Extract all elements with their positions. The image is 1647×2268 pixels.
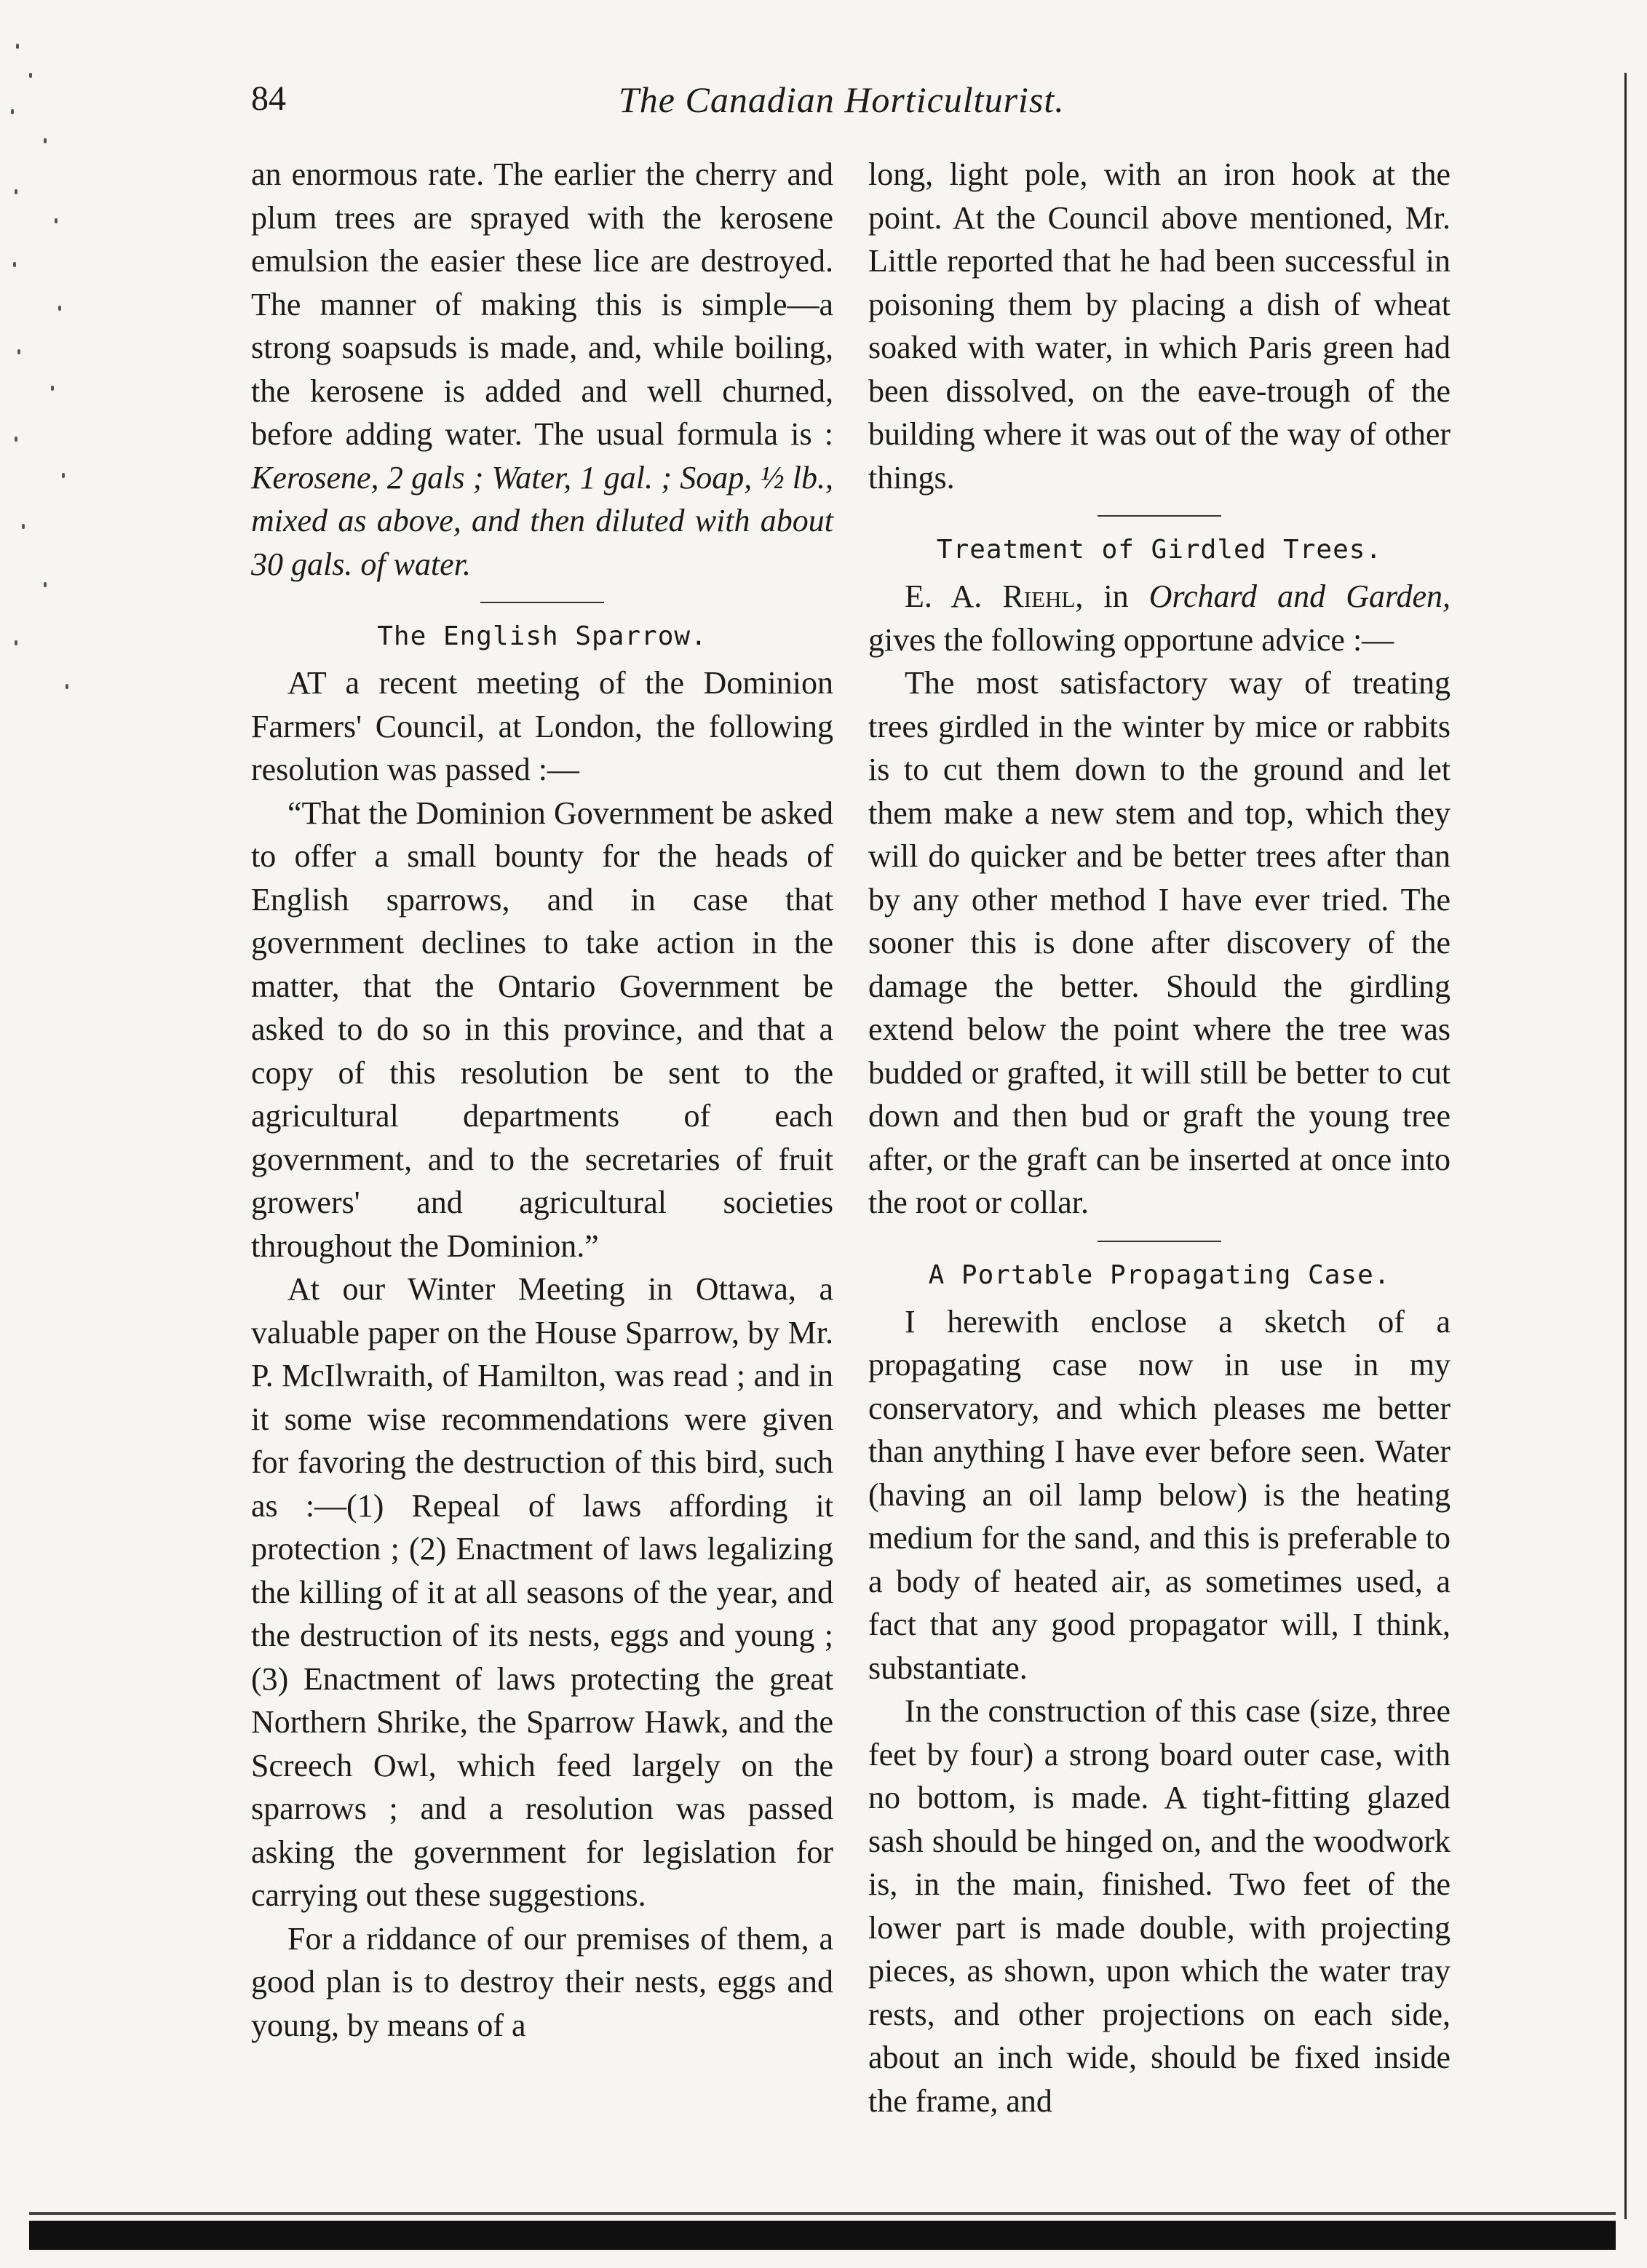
intro-text: gives the following opportune advice :— (868, 621, 1394, 658)
paragraph (868, 575, 1450, 661)
paragraph (251, 153, 833, 586)
bottom-rule-thin (29, 2212, 1616, 2215)
paragraph: I herewith enclose a sketch of a propagating case now in use in my conservatory, and which pleases me better than anything I have ever before seen. Water (having an oil lamp below) is the heating medium for the sand, and this is preferable to a body of heated air, as sometimes used, a fact that any good propagator will, I think, substantiate. (868, 1303, 1450, 1686)
section-title-propagating-case: A Portable Propagating Case. (928, 1260, 1391, 1290)
section-divider (1098, 1241, 1221, 1242)
section-divider (480, 602, 604, 603)
source-prefix: , in (1075, 578, 1149, 614)
page-number: 84 (251, 79, 286, 118)
paragraph: At our Winter Meeting in Ottawa, a valuable paper on the House Sparrow, by Mr. P. McIlwraith, of Hamilton, was read ; and in it some wise recommendations were given for favoring the destruction of this bird, such as :—(1) Repeal of laws affording it protection ; (2) Enactment of laws legalizing the killing of it at all seasons of the year, and the destruction of its nests, eggs and young ; (3) Enactment of laws protecting the great Northern Shrike, the Sparrow Hawk, and the Screech Owl, which feed largely on the sparrows ; and a resolution was passed asking the government for legislation for carrying out these suggestions. (251, 1271, 833, 1913)
author-name: E. A. Riehl (905, 578, 1076, 614)
bottom-rule (29, 2221, 1616, 2250)
paragraph: For a riddance of our premises of them, a good plan is to destroy their nests, eggs and young, by means of a (251, 1920, 833, 2043)
resolution-quote: “That the Dominion Government be asked to offer a small bounty for the heads of English sparrows, and in case that government declines to take action in the matter, that the Ontario Government be asked to do so in this province, and that a copy of this resolution be sent to the agricultural departments of each government, and to the secretaries of fruit growers' and agricultural societies throughout the Dominion.” (251, 795, 833, 1264)
section-divider (1098, 515, 1221, 517)
paragraph-text: an enormous rate. The earlier the cherry and plum trees are sprayed with the kerosene emulsion the easier these lice are destroyed. The manner of making this is simple—a strong soapsuds is made, and, while boiling, the kerosene is added and well churned, before adding water. The usual formula is : (251, 156, 833, 452)
paragraph: The most satisfactory way of treating trees girdled in the winter by mice or rabbits is to cut them down to the ground and let them make a new stem and top, which they will do quicker and be better trees after than by any other method I have ever tried. The sooner this is done after discovery of the damage the better. Should the girdling extend below the point where the tree was budded or grafted, it will still be better to cut down and then bud or graft the young tree after, or the graft can be inserted at once into the root or collar. (868, 665, 1450, 1220)
running-title: The Canadian Horticulturist. (619, 79, 1065, 120)
left-column (251, 153, 833, 2047)
right-column (868, 153, 1450, 2122)
margin-specks (0, 29, 80, 757)
page-edge (1624, 73, 1627, 2219)
paragraph: AT a recent meeting of the Dominion Farmers' Council, at London, the following resolution was passed :— (251, 665, 833, 787)
paragraph: In the construction of this case (size, three feet by four) a strong board outer case, with no bottom, is made. A tight-fitting glazed sash should be hinged on, and the woodwork is, in the main, finished. Two feet of the lower part is made double, with projecting pieces, as shown, upon which the water tray rests, and other projections on each side, about an inch wide, should be fixed inside the frame, and (868, 1693, 1450, 2119)
page-header (0, 79, 1647, 130)
formula-text: Kerosene, 2 gals ; Water, 1 gal. ; Soap, ½ lb., mixed as above, and then diluted with about 30 gals. of water. (251, 459, 833, 582)
section-title-english-sparrow: The English Sparrow. (377, 621, 707, 651)
source-title: Orchard and Garden, (1148, 578, 1450, 614)
paragraph: long, light pole, with an iron hook at the point. At the Council above mentioned, Mr. Little reported that he had been successful in poisoning them by placing a dish of wheat soaked with water, in which Paris green had been dissolved, on the eave-trough of the building where it was out of the way of other things. (868, 156, 1450, 496)
section-title-girdled-trees: Treatment of Girdled Trees. (936, 535, 1383, 565)
